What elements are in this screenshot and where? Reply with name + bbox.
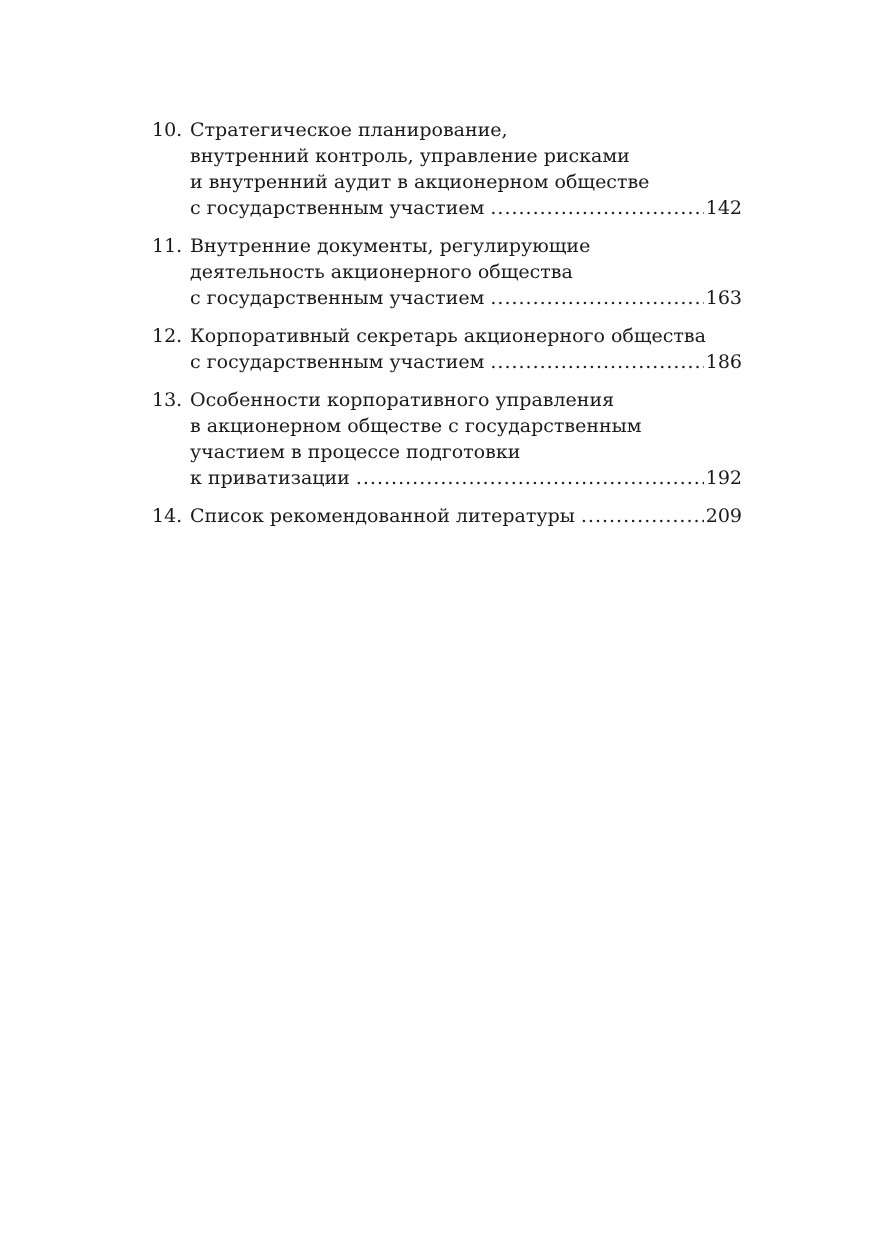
dot-leader	[490, 195, 703, 221]
dot-leader	[356, 465, 704, 491]
toc-entry-title-line: в акционерном обществе с государственным	[190, 415, 642, 437]
toc-entry-title-line: и внутренний аудит в акционерном обществе	[190, 171, 650, 193]
toc-entry-title-line: с государственным участием	[190, 197, 485, 219]
toc-entry-page-number: 186	[705, 351, 742, 373]
table-of-contents	[152, 117, 742, 541]
toc-entry-11[interactable]	[152, 233, 742, 311]
toc-entry-title-line: деятельность акционерного общества	[190, 261, 573, 283]
toc-entry-title-line: с государственным участием	[190, 351, 485, 373]
toc-entry-title-line: Особенности корпоративного управления	[190, 389, 615, 411]
toc-entry-title-line: участием в процессе подготовки	[190, 441, 521, 463]
toc-entry-page-number: 209	[705, 505, 742, 527]
toc-entry-title-line: Внутренние документы, регулирующие	[190, 235, 591, 257]
toc-entry-number: 14.	[152, 505, 183, 527]
toc-entry-12[interactable]	[152, 323, 742, 375]
toc-entry-14[interactable]	[152, 503, 742, 529]
toc-entry-number: 10.	[152, 119, 183, 141]
toc-entry-page-number: 192	[705, 467, 742, 489]
toc-entry-10[interactable]	[152, 117, 742, 221]
toc-entry-title-line: внутренний контроль, управление рисками	[190, 145, 630, 167]
toc-entry-13[interactable]	[152, 387, 742, 491]
dot-leader	[490, 349, 703, 375]
toc-entry-title-line: Список рекомендованной литературы	[190, 505, 575, 527]
toc-entry-number: 12.	[152, 325, 183, 347]
dot-leader	[581, 503, 704, 529]
dot-leader	[490, 285, 703, 311]
toc-entry-number: 11.	[152, 235, 183, 257]
toc-entry-number: 13.	[152, 389, 183, 411]
toc-entry-page-number: 142	[705, 197, 742, 219]
toc-entry-title-line: Стратегическое планирование,	[190, 119, 508, 141]
toc-entry-title-line: с государственным участием	[190, 287, 485, 309]
toc-entry-title-line: к приватизации	[190, 467, 350, 489]
toc-entry-title-line: Корпоративный секретарь акционерного общества	[190, 325, 706, 347]
toc-entry-page-number: 163	[705, 287, 742, 309]
